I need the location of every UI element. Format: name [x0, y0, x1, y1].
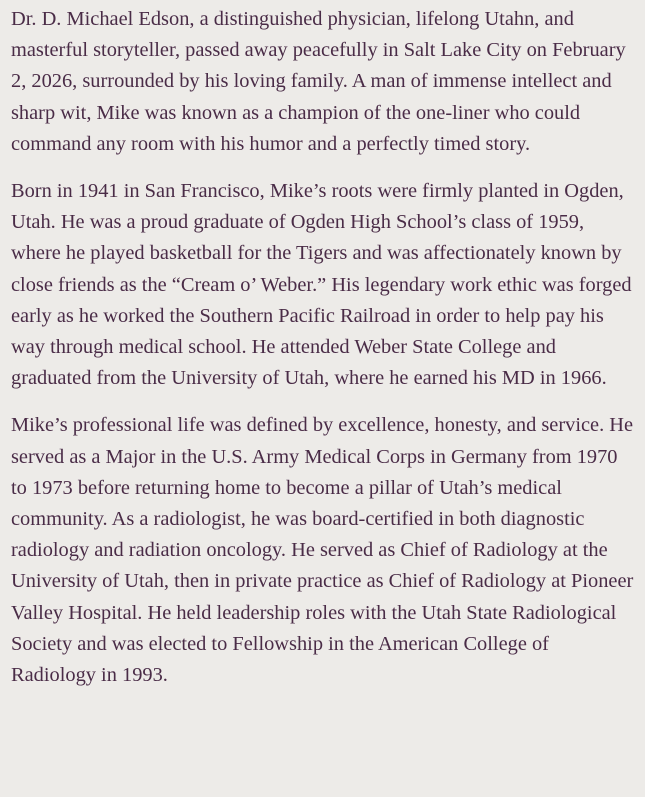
paragraph-introduction: Dr. D. Michael Edson, a distinguished physician, lifelong Utahn, and masterful storyteller, passed away peacefully in Salt Lake City on February 2, 2026, surrounded by his loving family. A man of immense intellect and sharp wit, Mike was known as a champion of the one-liner who could command any room with his humor and a perfectly timed story.	[11, 8, 626, 155]
paragraph-career: Mike’s professional life was defined by excellence, honesty, and service. He served as a Major in the U.S. Army Medical Corps in Germany from 1970 to 1973 before returning home to become a pillar of Utah’s medical community. As a radiologist, he was board-certified in both diagnostic radiology and radiation oncology. He served as Chief of Radiology at the University of Utah, then in private practice as Chief of Radiology at Pioneer Valley Hospital. He held leadership roles with the Utah State Radiological Society and was elected to Fellowship in the American College of Radiology in 1993.	[11, 414, 634, 687]
paragraph-early-life: Born in 1941 in San Francisco, Mike’s roots were firmly planted in Ogden, Utah. He was a proud graduate of Ogden High School’s class of 1959, where he played basketball for the Tigers and was affectionately known by close friends as the “Cream o’ Weber.” His legendary work ethic was forged early as he worked the Southern Pacific Railroad in order to help pay his way through medical school. He attended Weber State College and graduated from the University of Utah, where he earned his MD in 1966.	[11, 180, 632, 390]
